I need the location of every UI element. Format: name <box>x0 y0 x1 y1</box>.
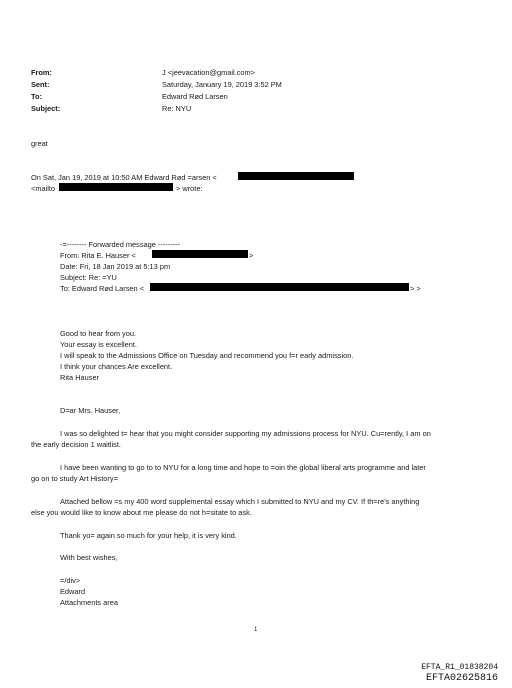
hauser-line-5: Rita Hauser <box>60 373 100 382</box>
quote-line-2a: <mailto <box>31 184 56 193</box>
para2-line1: I have been wanting to go to to NYU for a long time and hope to =oin the global liberal arts programme and later <box>60 463 426 472</box>
hauser-line-3: I will speak to the Admissions Office on Tuesday and recommend you f=r early admission. <box>60 351 354 360</box>
para1-line2: the early decision 1 waitlist. <box>31 440 121 449</box>
to-value: Edward Rød Larsen <box>162 92 228 101</box>
fwd-subject: Subject: Re: =YU <box>60 273 117 282</box>
redaction-bar <box>150 283 409 291</box>
para2-line2: go on to study Art History= <box>31 474 118 483</box>
fwd-from-end: > <box>249 251 254 260</box>
sent-label: Sent: <box>31 80 50 89</box>
footer-id-1: EFTA_R1_01838204 <box>421 663 498 672</box>
hauser-line-1: Good to hear from you. <box>60 329 136 338</box>
div-tag: =/div> <box>60 576 81 585</box>
forwarded-header: -=-------- Forwarded message --------- <box>60 240 181 249</box>
from-label: From: <box>31 68 52 77</box>
closing: With best wishes, <box>60 553 118 562</box>
salutation: D=ar Mrs. Hauser, <box>60 406 121 415</box>
sent-value: Saturday, January 19, 2019 3:52 PM <box>162 80 282 89</box>
attachments-area: Attachments area <box>60 598 118 607</box>
redaction-bar <box>59 183 173 191</box>
page-number: 1 <box>254 627 258 633</box>
quote-line-2b: > wrote: <box>176 184 203 193</box>
fwd-to-end: > > <box>410 284 421 293</box>
hauser-line-4: I think your chances Are excellent. <box>60 362 173 371</box>
para1-line1: I was so delighted t= hear that you might consider supporting my admissions process for NYU. Cu=rently, I am on <box>60 429 431 438</box>
reply-text: great <box>31 139 48 148</box>
from-value: J <jeevacation@gmail.com> <box>162 68 255 77</box>
fwd-date: Date: Fri, 18 Jan 2019 at 5:13 pm <box>60 262 171 271</box>
to-label: To: <box>31 92 42 101</box>
footer-id-2: EFTA02625816 <box>425 673 498 684</box>
fwd-from: From: Rita E. Hauser < <box>60 251 136 260</box>
hauser-line-2: Your essay is excellent. <box>60 340 137 349</box>
para3-line2: else you would like to know about me please do not h=sitate to ask. <box>31 508 252 517</box>
quote-line-1: On Sat, Jan 19, 2019 at 10:50 AM Edward Rød =arsen < <box>31 173 217 182</box>
subject-label: Subject: <box>31 104 61 113</box>
redaction-bar <box>238 172 354 180</box>
fwd-to: To: Edward Rød Larsen < <box>60 284 145 293</box>
subject-value: Re: NYU <box>162 104 192 113</box>
para3-line1: Attached bellow =s my 400 word supplemental essay which I submitted to NYU and my CV. If th=re's anything <box>60 497 420 506</box>
redaction-bar <box>152 250 248 258</box>
thanks-line: Thank yo= again so much for your help, it is very kind. <box>60 531 237 540</box>
signature: Edward <box>60 587 86 596</box>
